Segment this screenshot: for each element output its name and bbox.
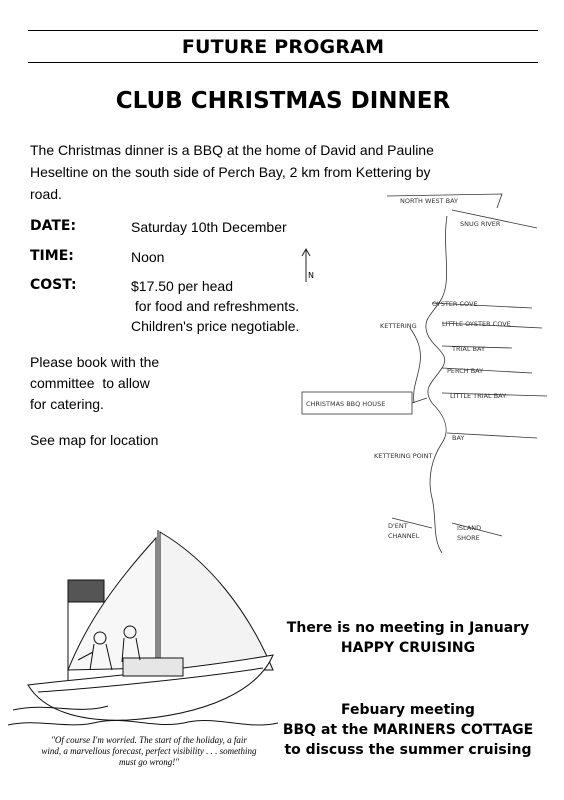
cabin bbox=[123, 658, 183, 676]
february-line-1: Febuary meeting bbox=[341, 702, 475, 718]
bbq-pointer bbox=[412, 398, 427, 403]
map-label-oyster-cove: OYSTER COVE bbox=[432, 300, 478, 308]
map-label-channel-1: D'ENT bbox=[388, 522, 408, 530]
booking-note bbox=[30, 352, 210, 415]
top-rule bbox=[28, 30, 538, 31]
booking-line-2: committee to allow bbox=[30, 375, 150, 391]
cost-line-3: Children's price negotiable. bbox=[131, 318, 300, 334]
map-label-channel-2: CHANNEL bbox=[388, 532, 420, 540]
section-title: FUTURE PROGRAM bbox=[181, 36, 385, 58]
caption-line-1: "Of course I'm worried. The start of the holiday, a fair bbox=[51, 735, 247, 745]
intro-line-2: Heseltine on the south side of Perch Bay, 2 km from Kettering by bbox=[30, 164, 431, 180]
map-label-perch-bay: PERCH BAY bbox=[447, 367, 484, 375]
february-line-2: BBQ at the MARINERS COTTAGE bbox=[282, 722, 534, 738]
date-value: Saturday 10th December bbox=[131, 219, 287, 235]
time-value: Noon bbox=[131, 249, 165, 265]
caption-line-3: must go wrong!" bbox=[119, 757, 179, 767]
january-notice bbox=[270, 618, 546, 658]
ensign-flag bbox=[68, 580, 104, 602]
map-label-channel-3: ISLAND bbox=[457, 524, 482, 532]
map-label-north-west-bay: NORTH WEST BAY bbox=[400, 197, 459, 205]
coast-main bbox=[426, 216, 447, 553]
cost-label: COST: bbox=[30, 277, 77, 293]
time-label: TIME: bbox=[30, 248, 74, 264]
february-line-3: to discuss the summer cruising bbox=[284, 742, 532, 758]
water-line bbox=[8, 720, 278, 725]
location-map bbox=[292, 188, 562, 558]
january-line-2: HAPPY CRUISING bbox=[340, 640, 476, 656]
cost-value bbox=[131, 276, 299, 336]
map-label-little-trial-bay: LITTLE TRIAL BAY bbox=[450, 392, 507, 400]
map-label-snug: SNUG RIVER bbox=[460, 220, 501, 228]
cost-line-1: $17.50 per head bbox=[131, 278, 233, 294]
map-label-trial-bay: TRIAL BAY bbox=[452, 345, 485, 353]
mainsail bbox=[160, 532, 273, 670]
map-note: See map for location bbox=[30, 432, 159, 448]
intro-line-1: The Christmas dinner is a BBQ at the home of David and Pauline bbox=[30, 142, 434, 158]
sailboat-cartoon-image bbox=[8, 520, 283, 735]
booking-line-3: for catering. bbox=[30, 396, 104, 412]
map-label-bay: BAY bbox=[452, 434, 465, 442]
cartoon-caption bbox=[26, 735, 272, 768]
january-line-1: There is no meeting in January bbox=[286, 620, 530, 636]
map-label-channel-4: SHORE bbox=[457, 534, 480, 542]
event-title: CLUB CHRISTMAS DINNER bbox=[115, 88, 451, 114]
date-label: DATE: bbox=[30, 218, 77, 234]
map-label-kettering-point: KETTERING POINT bbox=[374, 452, 433, 460]
map-label-christmas-bbq: CHRISTMAS BBQ HOUSE bbox=[306, 400, 386, 408]
caption-line-2: wind, a marvellous forecast, perfect visibility . . . something bbox=[41, 746, 257, 756]
booking-line-1: Please book with the bbox=[30, 354, 160, 370]
february-notice bbox=[270, 700, 546, 760]
map-label-kettering: KETTERING bbox=[380, 322, 417, 330]
north-label: N bbox=[308, 271, 314, 280]
cost-line-2: for food and refreshments. bbox=[131, 298, 300, 314]
header-rule bbox=[28, 62, 538, 63]
map-label-little-oyster-cove: LITTLE OYSTER COVE bbox=[442, 320, 511, 328]
jib-sail bbox=[68, 538, 156, 670]
intro-line-3: road. bbox=[30, 186, 62, 202]
